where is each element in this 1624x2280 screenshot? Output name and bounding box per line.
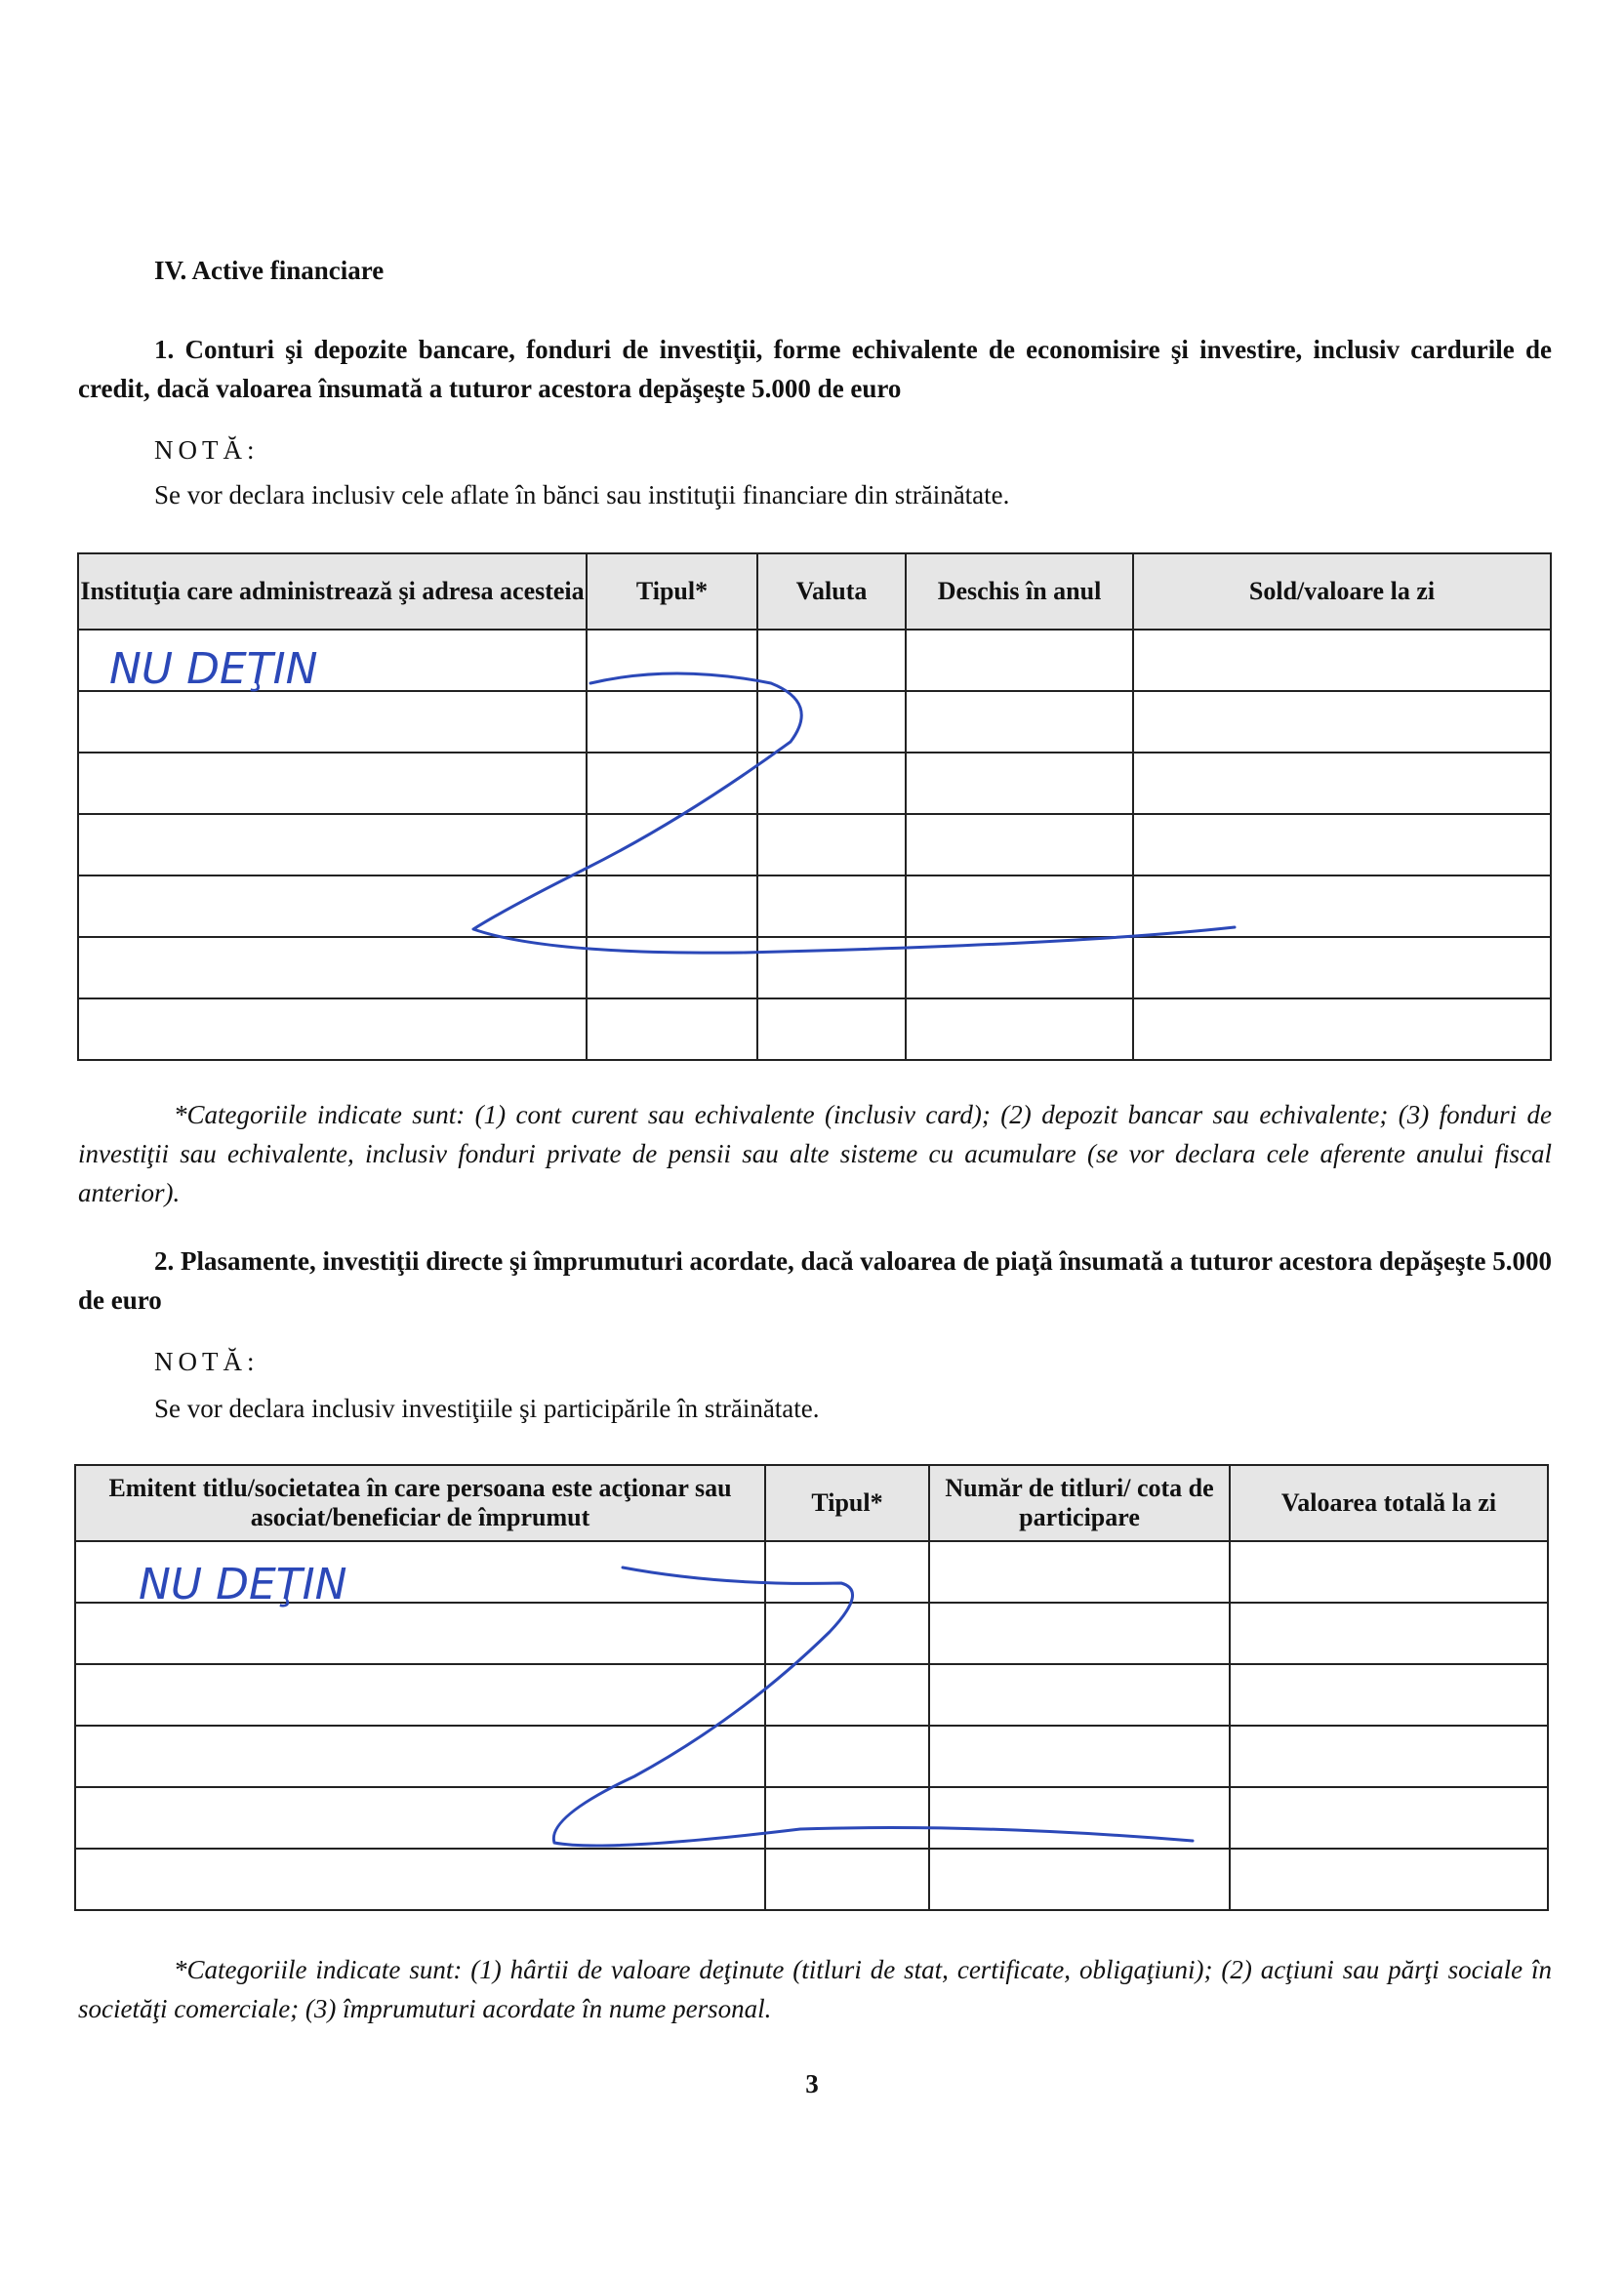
- table-row: [75, 1541, 1548, 1603]
- column-header: Valoarea totală la zi: [1230, 1465, 1548, 1541]
- column-header: Sold/valoare la zi: [1133, 553, 1551, 630]
- section-2-heading-text: 2. Plasamente, investiţii directe şi împrumuturi acordate, dacă valoarea de piaţă însumată a tuturor acestora depăşeşte 5.000 de euro: [78, 1246, 1552, 1315]
- section-1-heading: [78, 330, 1552, 408]
- section-2-footnote-text: *Categoriile indicate sunt: (1) hârtii de valoare deţinute (titluri de stat, certificate, obligaţiuni); (2) acţiuni sau părţi sociale în societăţi comerciale; (3) împrumuturi acordate în nume personal.: [78, 1955, 1552, 2023]
- section-1-footnote-text: *Categoriile indicate sunt: (1) cont curent sau echivalente (inclusiv card); (2) depozit bancar sau echivalente; (3) fonduri de investiţii sau echivalente, inclusiv fonduri private de pensii sau alte sisteme cu acumulare (se vor declara cele aferente anului fiscal anterior).: [78, 1100, 1552, 1207]
- column-header: Instituţia care administrează şi adresa acesteia: [78, 553, 587, 630]
- column-header: Număr de titluri/ cota de participare: [929, 1465, 1230, 1541]
- table-row: [75, 1603, 1548, 1664]
- investments-table: [74, 1464, 1549, 1911]
- accounts-table: [77, 552, 1552, 1061]
- column-header: Emitent titlu/societatea în care persoana este acţionar sau asociat/beneficiar de împrumut: [75, 1465, 765, 1541]
- table-row: [75, 1664, 1548, 1726]
- table-row: [75, 1726, 1548, 1787]
- handwritten-note-1: NU DEŢIN: [109, 644, 318, 694]
- table-row: [78, 691, 1551, 753]
- column-header: Deschis în anul: [906, 553, 1133, 630]
- section-2-footnote: [78, 1950, 1552, 2028]
- table-row: [78, 814, 1551, 875]
- section-1-note-text: Se vor declara inclusiv cele aflate în bănci sau instituţii financiare din străinătate.: [154, 480, 1010, 509]
- section-1-note-label: NOTĂ:: [154, 435, 260, 465]
- section-1-heading-text: 1. Conturi şi depozite bancare, fonduri de investiţii, forme echivalente de economisire şi investire, inclusiv cardurile de credit, dacă valoarea însumată a tuturor acestora depăşeşte 5.000 de euro: [78, 335, 1552, 403]
- section-1-footnote: [78, 1095, 1552, 1212]
- column-header: Tipul*: [765, 1465, 929, 1541]
- column-header: Tipul*: [587, 553, 757, 630]
- section-2-note-label: NOTĂ:: [154, 1347, 260, 1376]
- section-2-note-text: Se vor declara inclusiv investiţiile şi participările în străinătate.: [154, 1394, 820, 1423]
- handwritten-note-2: NU DEŢIN: [139, 1560, 347, 1609]
- table-row: [75, 1849, 1548, 1910]
- table-row: [78, 875, 1551, 937]
- section-title: IV. Active financiare: [154, 256, 385, 285]
- table-row: [78, 630, 1551, 691]
- table-row: [78, 937, 1551, 998]
- table-row: [78, 998, 1551, 1060]
- page-number: 3: [805, 2069, 819, 2098]
- table-header-row: [75, 1465, 1548, 1541]
- section-2-heading: [78, 1242, 1552, 1320]
- table-row: [78, 753, 1551, 814]
- table-row: [75, 1787, 1548, 1849]
- table-header-row: [78, 553, 1551, 630]
- column-header: Valuta: [757, 553, 906, 630]
